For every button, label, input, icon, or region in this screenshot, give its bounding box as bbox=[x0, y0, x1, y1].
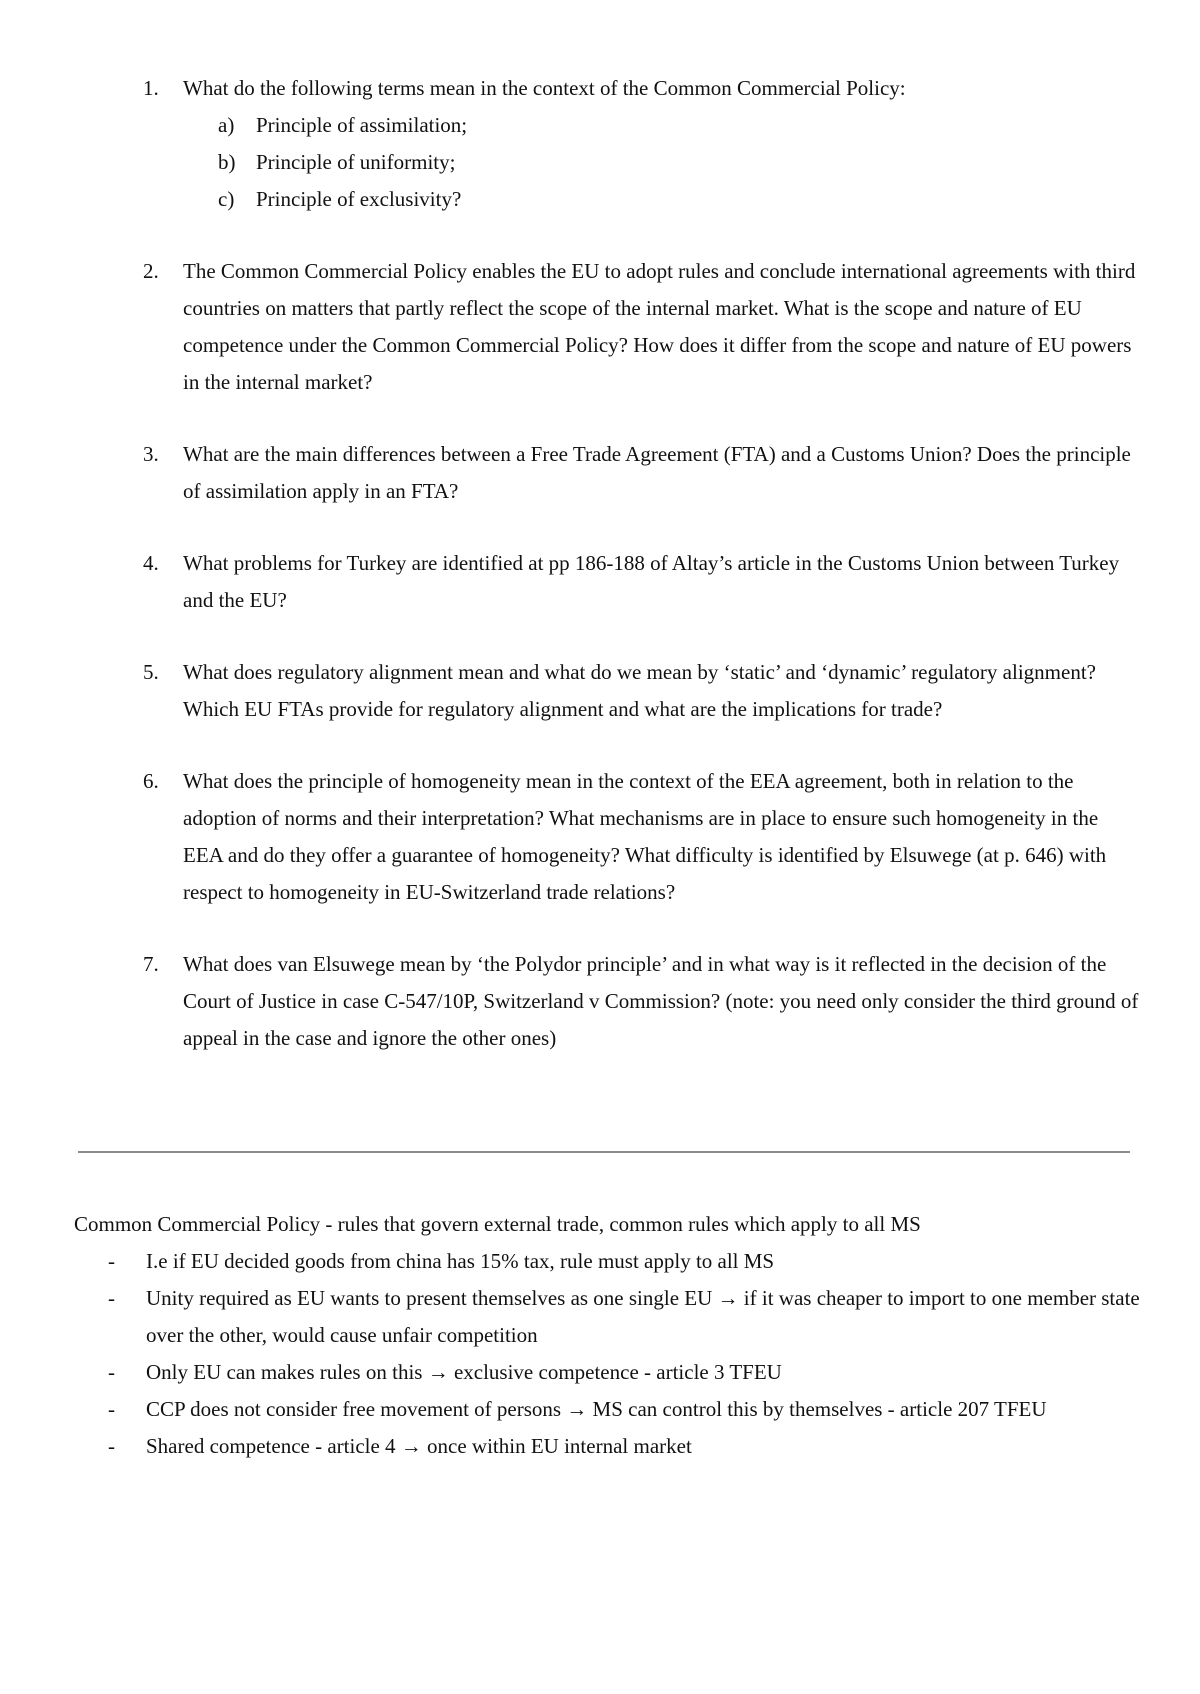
question-item bbox=[0, 654, 1200, 728]
question-number: 7. bbox=[143, 952, 159, 976]
question-number: 5. bbox=[143, 660, 159, 684]
bullet-text: Shared competence - article 4 → once within EU internal market bbox=[146, 1434, 692, 1458]
question-number: 2. bbox=[143, 259, 159, 283]
subitem bbox=[183, 107, 1140, 144]
subitem-label: c) bbox=[218, 187, 235, 211]
bullet-dash: - bbox=[108, 1249, 115, 1273]
subitem-text: Principle of exclusivity? bbox=[256, 187, 462, 211]
question-text: What does the principle of homogeneity mean in the context of the EEA agreement, both in relation to the adoption of norms and their interpretation? What mechanisms are in place to ensure such homogeneity in the EEA and do they offer a guarantee of homogeneity? What difficulty is identified by Elsuwege (at p. 646) with respect to homogeneity in EU-Switzerland trade relations? bbox=[183, 769, 1107, 904]
question-item bbox=[0, 436, 1200, 510]
notes-bullet-list bbox=[74, 1243, 1154, 1465]
question-item bbox=[0, 70, 1200, 218]
question-text: What does van Elsuwege mean by ‘the Polydor principle’ and in what way is it reflected in the decision of the Court of Justice in case C-547/10P, Switzerland v Commission? (note: you need only consider the third ground of appeal in the case and ignore the other ones) bbox=[183, 952, 1139, 1050]
bullet-text: Only EU can makes rules on this → exclusive competence - article 3 TFEU bbox=[146, 1360, 782, 1384]
bullet-text: CCP does not consider free movement of persons → MS can control this by themselves - article 207 TFEU bbox=[146, 1397, 1047, 1421]
subitem-label: a) bbox=[218, 113, 235, 137]
question-list bbox=[0, 70, 1200, 1092]
subitem-text: Principle of assimilation; bbox=[256, 113, 468, 137]
question-item bbox=[0, 763, 1200, 911]
notes-bullet bbox=[74, 1391, 1154, 1428]
question-number: 6. bbox=[143, 769, 159, 793]
notes-bullet bbox=[74, 1243, 1154, 1280]
bullet-text: I.e if EU decided goods from china has 15% tax, rule must apply to all MS bbox=[146, 1249, 775, 1273]
question-item bbox=[0, 545, 1200, 619]
question-text: What does regulatory alignment mean and what do we mean by ‘static’ and ‘dynamic’ regulatory alignment? Which EU FTAs provide for regulatory alignment and what are the implications for trade? bbox=[183, 660, 1096, 721]
subitem-label: b) bbox=[218, 150, 236, 174]
bullet-dash: - bbox=[108, 1434, 115, 1458]
question-text: What problems for Turkey are identified at pp 186-188 of Altay’s article in the Customs Union between Turkey and the EU? bbox=[183, 551, 1120, 612]
bullet-dash: - bbox=[108, 1286, 115, 1310]
question-number: 1. bbox=[143, 76, 159, 100]
subitem bbox=[183, 181, 1140, 218]
question-number: 4. bbox=[143, 551, 159, 575]
question-text: The Common Commercial Policy enables the EU to adopt rules and conclude international agreements with third countries on matters that partly reflect the scope of the internal market. What is the scope and nature of EU competence under the Common Commercial Policy? How does it differ from the scope and nature of EU powers in the internal market? bbox=[183, 259, 1136, 394]
question-number: 3. bbox=[143, 442, 159, 466]
bullet-dash: - bbox=[108, 1397, 115, 1421]
question-item bbox=[0, 946, 1200, 1057]
question-subitems bbox=[183, 107, 1140, 218]
bullet-dash: - bbox=[108, 1360, 115, 1384]
question-text: What are the main differences between a Free Trade Agreement (FTA) and a Customs Union? Does the principle of assimilation apply in an FTA? bbox=[183, 442, 1131, 503]
question-item bbox=[0, 253, 1200, 401]
subitem-text: Principle of uniformity; bbox=[256, 150, 456, 174]
notes-bullet bbox=[74, 1354, 1154, 1391]
notes-bullet bbox=[74, 1428, 1154, 1465]
notes-heading: Common Commercial Policy - rules that govern external trade, common rules which apply to all MS bbox=[74, 1212, 921, 1236]
horizontal-divider bbox=[78, 1151, 1130, 1153]
bullet-text: Unity required as EU wants to present themselves as one single EU → if it was cheaper to import to one member state over the other, would cause unfair competition bbox=[146, 1286, 1140, 1347]
subitem bbox=[183, 144, 1140, 181]
question-text: What do the following terms mean in the context of the Common Commercial Policy: bbox=[183, 76, 906, 100]
notes-bullet bbox=[74, 1280, 1154, 1354]
notes-section bbox=[74, 1206, 1154, 1465]
